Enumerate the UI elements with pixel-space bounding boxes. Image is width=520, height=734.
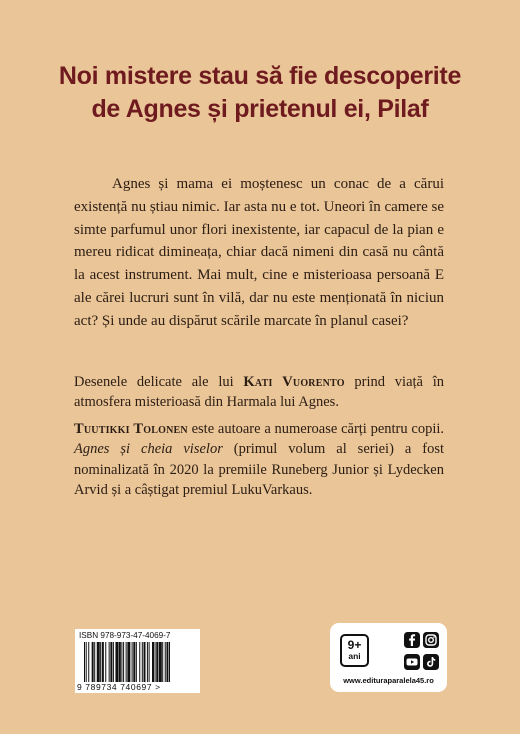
- book-title: Agnes și cheia viselor: [74, 441, 223, 458]
- author-text-2: (primul volum al seriei) a fost nominalizată în 2020 la premiile Runeberg Junior și Lydecken Arvid și a câștigat premiul LukuVarkaus.: [74, 441, 444, 498]
- isbn-label: ISBN 978-973-47-4069-7: [79, 631, 171, 640]
- age-rating-badge: [340, 634, 369, 667]
- publisher-website[interactable]: www.edituraparalela45.ro: [343, 676, 434, 685]
- author-name: Tuutikki Tolonen: [74, 421, 188, 437]
- age-rating-number: 9+: [347, 638, 362, 652]
- book-description: Agnes și mama ei moștenesc un conac de a cărui existență nu știau nimic. Iar asta nu e tot. Uneori în camere se simte parfumul unor flori inexistente, iar capacul de la pian e mereu ridicat dimineața, chiar dacă nimeni din casă nu cântă la acest instrument. Mai mult, cine e misterioasa persoană E ale cărei lucruri sunt în vilă, dar nu este menționată în niciun act? Și unde au dispărut scările marcate în planul casei?: [74, 176, 444, 329]
- youtube-icon[interactable]: [404, 654, 420, 670]
- tiktok-icon[interactable]: [423, 654, 439, 670]
- publisher-box: [330, 623, 447, 692]
- illustrator-name: Kati Vuorento: [243, 374, 345, 390]
- illustrator-credit: [74, 372, 444, 413]
- title-line-1: Noi mistere stau să fie descoperite: [58, 62, 462, 90]
- illustrator-text-before: Desenele delicate ale lui: [74, 374, 244, 390]
- facebook-icon[interactable]: [404, 632, 420, 648]
- author-text-1: este autoare a numeroase cărți pentru copii.: [187, 421, 445, 437]
- age-rating-unit: ani: [348, 651, 361, 661]
- instagram-icon[interactable]: [423, 632, 439, 648]
- barcode-bars: [84, 642, 196, 682]
- barcode-digits: 9 789734 740697 >: [77, 682, 161, 692]
- barcode: [75, 629, 200, 693]
- illustrator-text-after: prind viață în atmosfera misterioasă din Harmala lui Agnes.: [74, 374, 444, 411]
- back-cover-title: [40, 60, 480, 126]
- title-line-2: de Agnes și prietenul ei, Pilaf: [91, 95, 429, 123]
- author-bio: [74, 419, 444, 500]
